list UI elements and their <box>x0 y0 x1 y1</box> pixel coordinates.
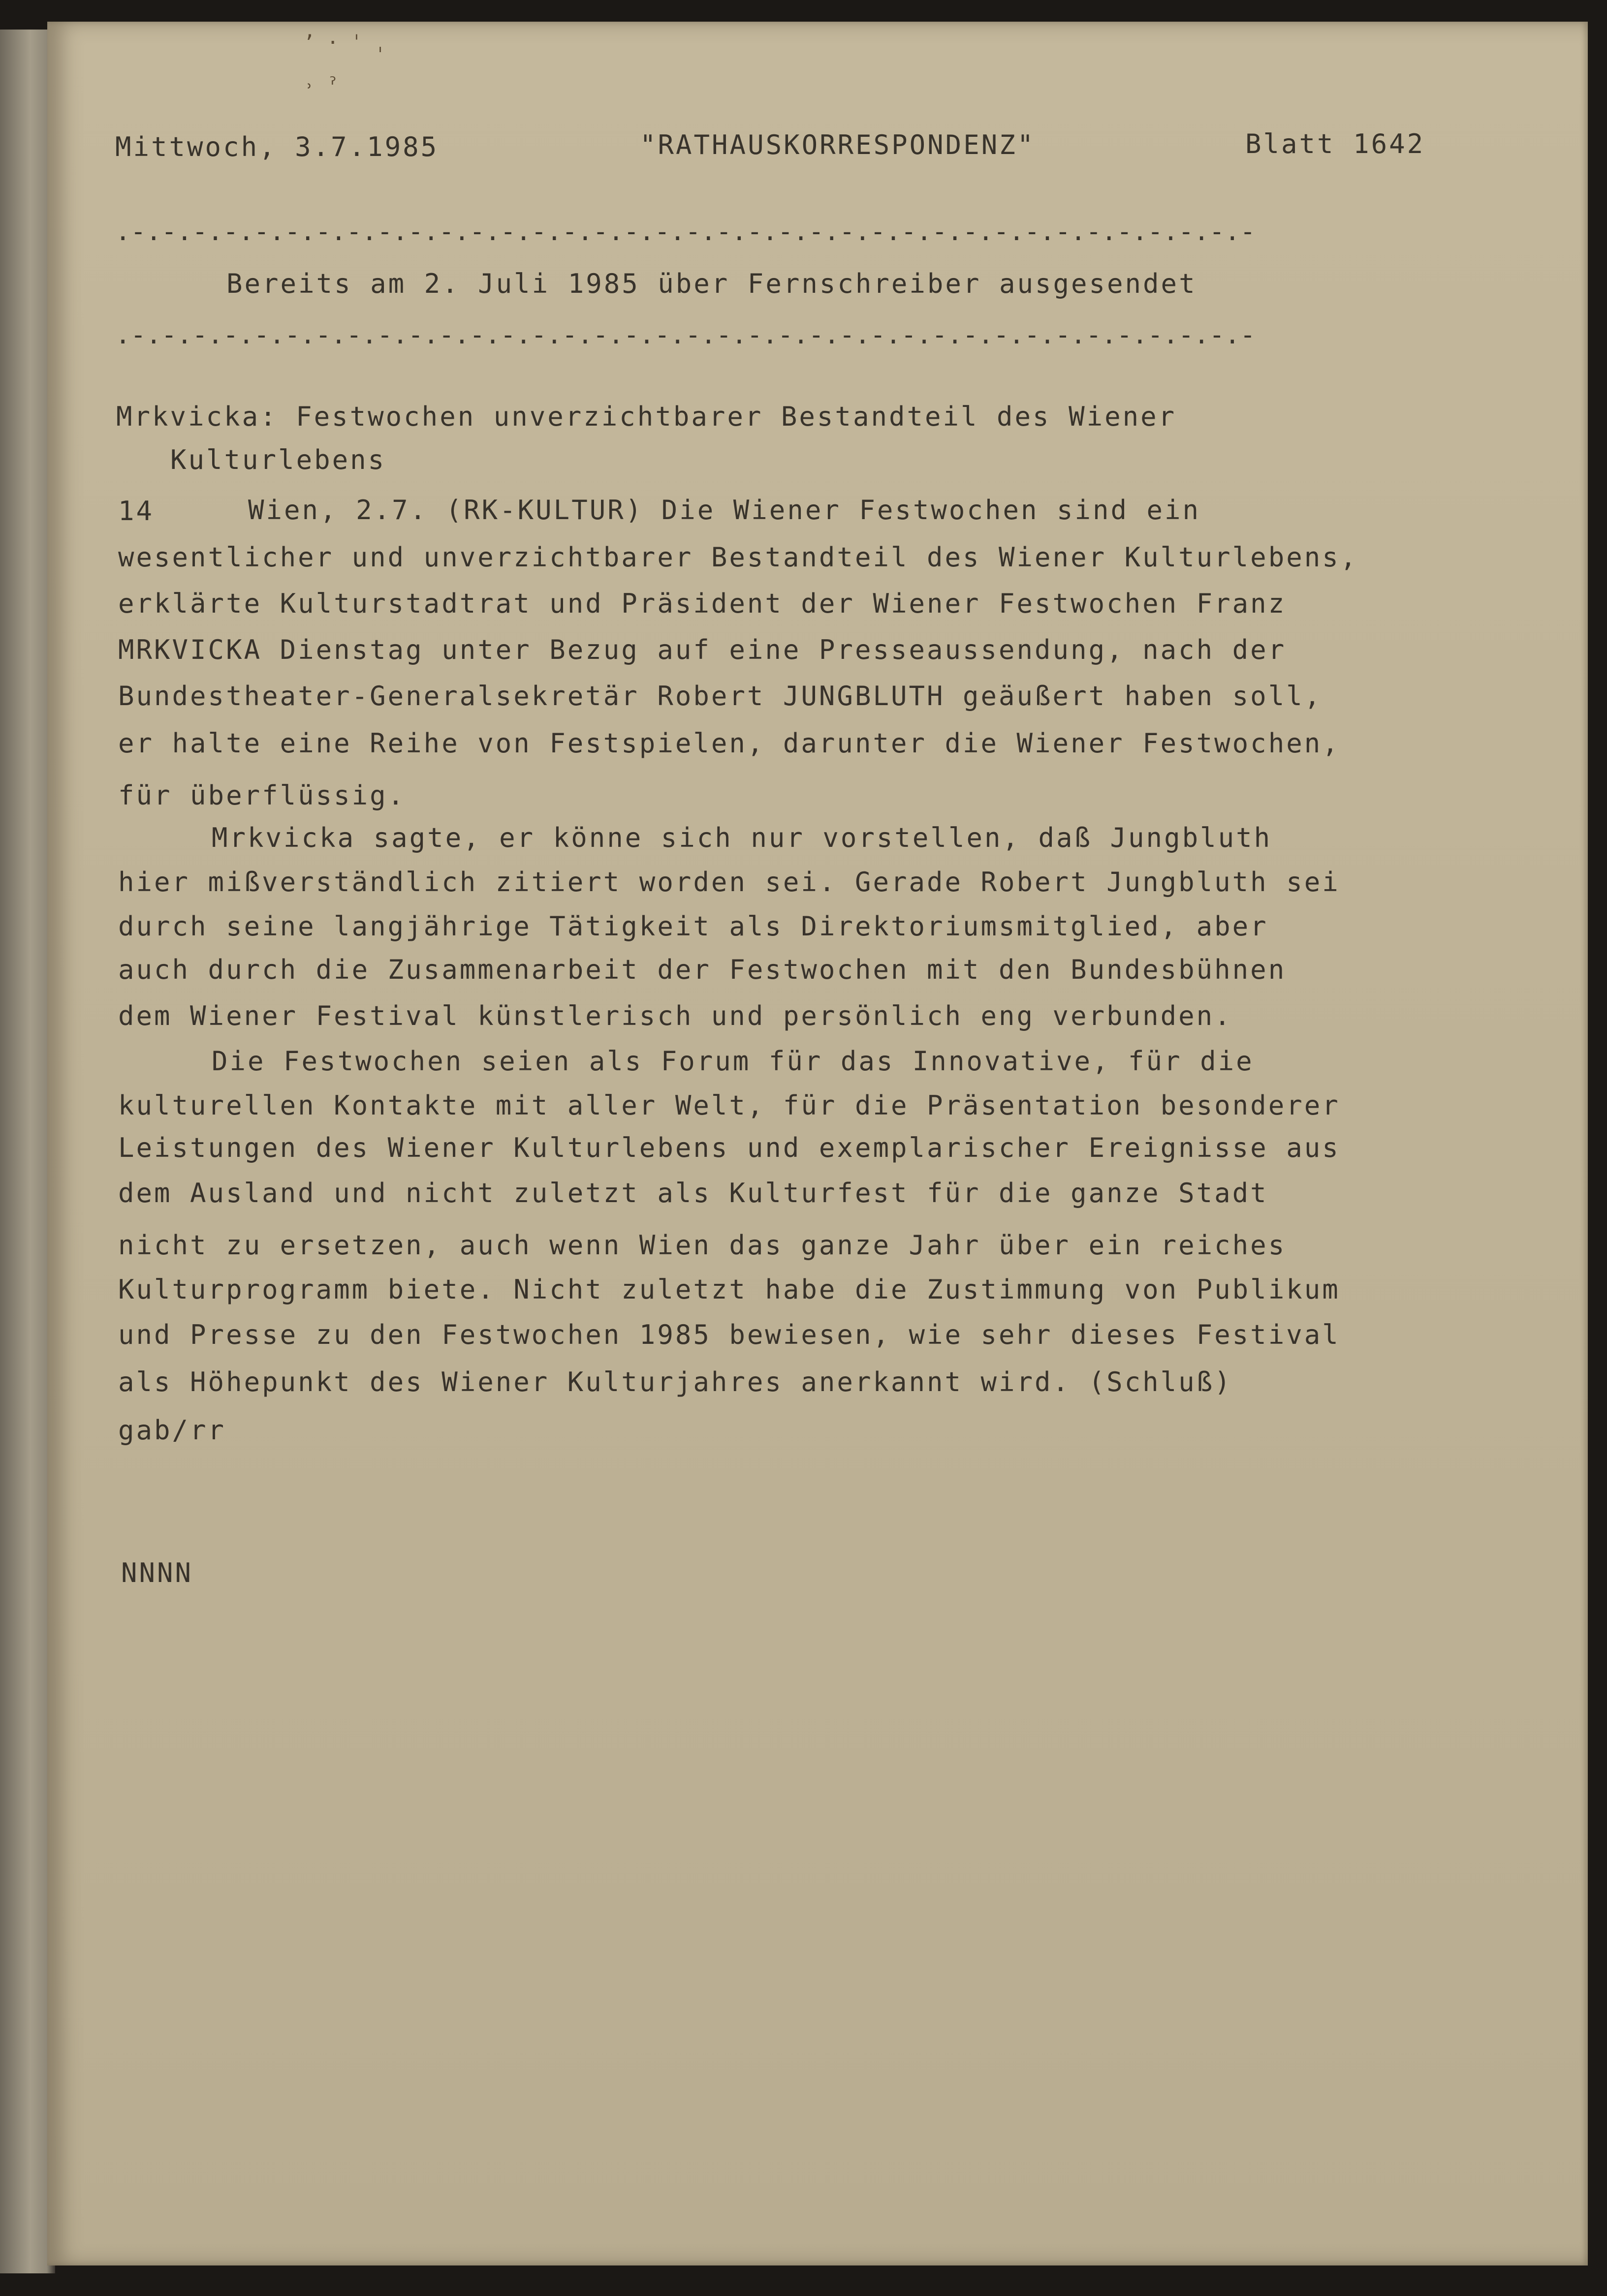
body-line: Wien, 2.7. (RK-KULTUR) Die Wiener Festwochen sind ein <box>248 495 1201 526</box>
body-line: nicht zu ersetzen, auch wenn Wien das ganze Jahr über ein reiches <box>118 1230 1287 1261</box>
separator-top: .-.-.-.-.-.-.-.-.-.-.-.-.-.-.-.-.-.-.-.-.-.-.-.-.-.-.-.-.-.-.-.-.-.-.-.-.- <box>115 217 1256 247</box>
body-line: erklärte Kulturstadtrat und Präsident der Wiener Festwochen Franz <box>118 588 1287 619</box>
body-line: Die Festwochen seien als Forum für das Innovative, für die <box>212 1046 1254 1077</box>
body-line: dem Wiener Festival künstlerisch und persönlich eng verbunden. <box>118 1000 1232 1031</box>
body-line: Leistungen des Wiener Kulturlebens und exemplarischer Ereignisse aus <box>118 1132 1340 1163</box>
signature-initials: gab/rr <box>118 1415 226 1446</box>
body-line: auch durch die Zusammenarbeit der Festwochen mit den Bundesbühnen <box>118 954 1287 985</box>
body-line: Mrkvicka sagte, er könne sich nur vorstellen, daß Jungbluth <box>212 822 1272 853</box>
body-line: kulturellen Kontakte mit aller Welt, für die Präsentation besonderer <box>118 1090 1340 1121</box>
body-line: als Höhepunkt des Wiener Kulturjahres anerkannt wird. (Schluß) <box>118 1366 1232 1397</box>
body-line: MRKVICKA Dienstag unter Bezug auf eine Presseaussendung, nach der <box>118 634 1287 665</box>
header-date: Mittwoch, 3.7.1985 <box>115 131 439 162</box>
headline-line-2: Kulturlebens <box>170 444 386 475</box>
end-of-transmission-mark: NNNN <box>121 1557 193 1588</box>
transmission-notice: Bereits am 2. Juli 1985 über Fernschreiber ausgesendet <box>226 268 1197 299</box>
headline-line-1: Mrkvicka: Festwochen unverzichtbarer Bestandteil des Wiener <box>116 401 1177 432</box>
body-line: Kulturprogramm biete. Nicht zuletzt habe die Zustimmung von Publikum <box>118 1274 1340 1305</box>
ink-speck: ʼ · ˈ ˌ <box>303 31 386 54</box>
body-line: Bundestheater-Generalsekretär Robert JUNGBLUTH geäußert haben soll, <box>118 681 1323 712</box>
body-line: und Presse zu den Festwochen 1985 bewiesen, wie sehr dieses Festival <box>118 1319 1340 1350</box>
body-line: wesentlicher und unverzichtbarer Bestandteil des Wiener Kulturlebens, <box>118 542 1358 573</box>
body-line: er halte eine Reihe von Festspielen, darunter die Wiener Festwochen, <box>118 728 1340 759</box>
separator-bottom: .-.-.-.-.-.-.-.-.-.-.-.-.-.-.-.-.-.-.-.-.-.-.-.-.-.-.-.-.-.-.-.-.-.-.-.-.- <box>115 320 1256 350</box>
body-line: für überflüssig. <box>118 780 406 811</box>
body-line: dem Ausland und nicht zuletzt als Kulturfest für die ganze Stadt <box>118 1178 1268 1209</box>
header-publication: "RATHAUSKORRESPONDENZ" <box>640 129 1036 160</box>
body-line: hier mißverständlich zitiert worden sei. Gerade Robert Jungbluth sei <box>118 867 1340 898</box>
item-number: 14 <box>118 496 155 527</box>
header-sheet-number: Blatt 1642 <box>1245 128 1425 159</box>
ink-speck-2: ˒ ˀ <box>303 76 339 98</box>
body-line: durch seine langjährige Tätigkeit als Direktoriumsmitglied, aber <box>118 911 1268 942</box>
